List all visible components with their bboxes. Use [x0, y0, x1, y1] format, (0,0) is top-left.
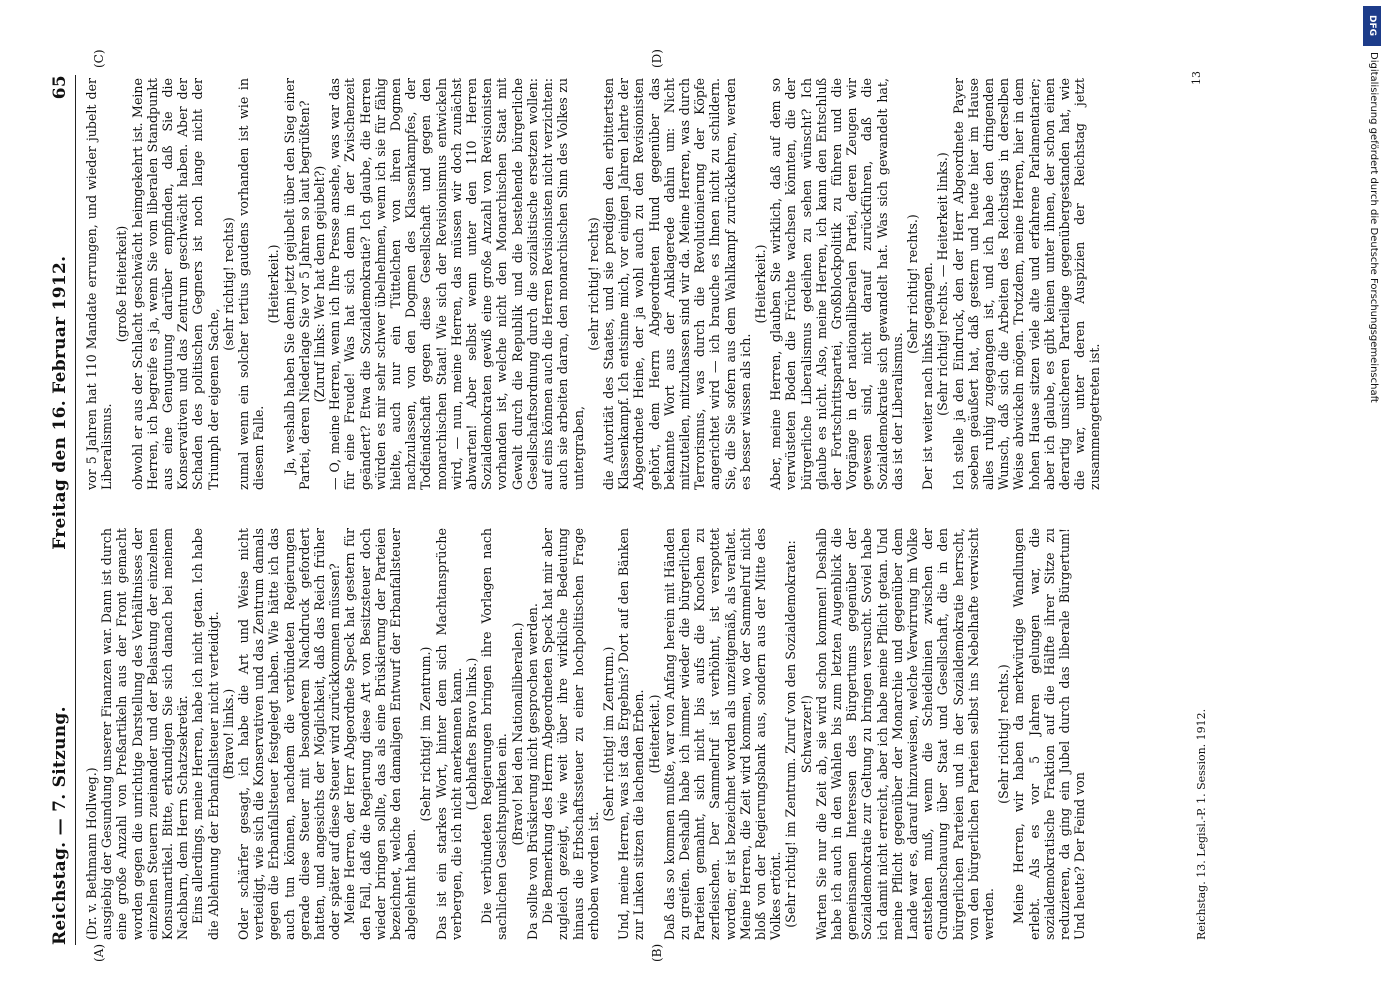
- paragraph: Meine Herren, der Herr Abgeordnete Speck hat gestern für den Fall, daß die Regierung diese Art von Besitzsteuer doch wieder bringen sollte, das als eine Brüskierung der Parteien bezeichnet, welche den damaligen Entwurf der Erbanfallsteuer abgelehnt haben.: [342, 528, 419, 940]
- interjection: (Sehr richtig! rechts.): [996, 664, 1012, 804]
- paragraph: Das ist ein starkes Wort, hinter dem sich Machtansprüche verbergen, die ich nicht anerkennen kann.: [433, 528, 464, 940]
- header-left: Reichstag. — 7. Sitzung.: [50, 706, 70, 945]
- interjection: (Bravo! links.): [220, 688, 236, 780]
- paragraph: Warten Sie nur die Zeit ab, sie wird schon kommen! Deshalb habe ich auch in den Wahlen bis zum letzten Augenblick die gemeinsamen Interessen des Bürgertums gegenüber der Sozialdemokratie zur Geltung zu bringen versucht. Soviel habe ich damit nicht erreicht, aber ich habe meine Pflicht getan. Und meine Pflicht gegenüber der Monarchie und gegenüber dem Lande war es, darauf hinzuweisen, welche Verwirrung im Volke entstehen muß, wenn die Scheidelinien zwischen der Grundanschauung über Staat und Gesellschaft, die in den bürgerlichen Parteien und in der Sozialdemokratie herrscht, von den bürgerlichen Parteien selbst ins Nebelhafte verwischt werden.: [813, 528, 996, 940]
- paragraph: Eins allerdings, meine Herren, habe ich nicht getan. Ich habe die Ablehnung der Erbanfallsteuer nicht verteidigt.: [190, 528, 221, 940]
- text-column-left: [84, 528, 1204, 940]
- paragraph: Der ist weiter nach links gegangen.: [920, 262, 936, 490]
- paragraph: die Autorität des Staates, und sie predigen den erbittertsten Klassenkampf. Ich entsinne mich, vor einigen Jahren lehrte der Abgeordnete Heine, der ja wohl auch zu den Revisionisten gehört, dem Herrn Abgeordneten Hund gegenüber das bekannte Wort aus der Anklagerede dahin um: Nicht mitzuteilen, mitzuhassen sind wir da. Meine Herren, was durch Terrorismus, was durch die Revolutionierung der Köpfe angerichtet wird — ich brauche es Ihnen nicht zu schildern. Sie, die Sie sofern aus dem Wahlkampf zurückkehren, werden es besser wissen als ich.: [600, 78, 753, 490]
- dfg-logo: DFG: [1363, 6, 1381, 46]
- paragraph: zumal wenn ein solcher tertius gaudens vorhanden ist wie in diesem Falle.: [236, 78, 267, 490]
- paragraph: Und, meine Herren, was ist das Ergebnis? Dort auf den Bänken zur Linken sitzen die lachenden Erben.: [616, 528, 647, 940]
- margin-mark-d: (D): [650, 49, 664, 68]
- interjection: (sehr richtig! rechts): [585, 217, 601, 351]
- paragraph: Ich stelle ja den Eindruck, den der Herr Abgeordnete Payer soeben geäußert hat, daß gestern und heute hier im Hause alles ruhig zugegangen ist, und ich habe den dringenden Wunsch, daß sich die Arbeiten des Reichstags in derselben Weise abwickeln mögen. Trotzdem, meine Herren, hier in dem hohen Hause sitzen viele alte und erfahrene Parlamentarier; aber ich glaube, es gibt keinen unter ihnen, der schon einen derartig unsicheren Parteilage gegenübergestanden hat, wie die war, unter deren Auspizien der Reichstag jetzt zusammengetreten ist.: [950, 78, 1103, 490]
- interjection: (Zuruf links: Wer hat denn gejubelt?): [312, 165, 328, 403]
- footer-edition: Reichstag. 13. Legisl.-P. 1. Session. 1912.: [1195, 708, 1208, 940]
- paragraph: Daß das so kommen mußte, war von Anfang herein mit Händen zu greifen. Deshalb habe ich immer wieder die bürgerlichen Parteien gemahnt, sich nicht bis aufs die Knochen zu zerfleischen. Der Sammelruf ist verhöhnt, ist verspottet worden; er ist bezeichnet worden als unzeitgemäß, als veraltet. Meine Herren, die Zeit wird kommen, wo der Sammelruf nicht bloß von der Regierungsbank aus, sondern aus der Mitte des Volkes ertönt.: [661, 528, 784, 940]
- interjection: (Sehr richtig! im Zentrum.): [600, 646, 616, 822]
- paragraph: ausgiebig der Gesundung unserer Finanzen war. Dann ist durch eine große Anzahl von Preßartikeln aus der Front gemacht worden gegen die unrichtige Darstellung des Verhältnisses der einzelnen Steuern zueinander und der Belastung der einzelnen Konsumartikel. Bitte, erkundigen Sie sich danach bei meinem Nachbarn, dem Herrn Schatzsekretär.: [99, 528, 191, 940]
- paragraph: Meine Herren, wir haben da merkwürdige Wandlungen erlebt. Als es vor 5 Jahren gelungen war, die sozialdemokratische Fraktion auf die Hälfte ihrer Sitze zu reduzieren, da ging ein Jubel durch das liberale Bürgertum! Und heute? Der Feind von: [1011, 528, 1088, 940]
- signature-number: 13: [1190, 71, 1203, 85]
- page-footer: [1195, 70, 1208, 940]
- interjection: (Bravo! bei den Nationalliberalen.): [509, 622, 525, 846]
- header-rule: [75, 75, 76, 945]
- interjection: (Heiterkeit.): [752, 244, 768, 324]
- paragraph: — O, meine Herren, wenn ich Ihre Presse ansehe, was war das für eine Freude! Was hat sich denn in der Zwischenzeit geändert? Etwa die Sozialdemokratie? Ich glaube, die Herren würden es mir sehr schwer übelnehmen, wenn ich sie für fähig hielte, auch nur ein Tüttelchen von ihren Dogmen nachzulassen, von den Dogmen des Klassenkampfes, der Todfeindschaft gegen diese Gesellschaft und gegen den monarchischen Staat! Wie sich der Revisionismus entwickeln wird, — nun, meine Herren, das müssen wir doch zunächst abwarten! Aber selbst wenn unter den 110 Herren Sozialdemokraten gewiß eine große Anzahl von Revisionisten vorhanden ist, welche nicht den Monarchischen Staat mit Gewalt durch die Republik und die bestehende bürgerliche Gesellschaftsordnung durch die sozialistische ersetzen wollen: auf eins können auch die Herren Revisionisten nicht verzichten: auch sie arbeiten daran, den monarchischen Sinn des Volkes zu untergraben,: [327, 78, 586, 490]
- paragraph: Oder schärfer gesagt, ich habe die Art und Weise nicht verteidigt, wie sich die Konservativen und das Zentrum damals gegen die Erbanfallsteuer festgelegt haben. Wie hätte ich das auch tun können, nachdem die verbündeten Regierungen gerade diese Steuer mit besonderem Nachdruck gefordert hatten, und angesichts der Möglichkeit, daß das Reich früher oder später auf diese Steuer wird zurückkommen müssen?: [236, 528, 343, 940]
- paragraph: Aber, meine Herren, glauben Sie wirklich, daß auf dem so verwüsteten Boden die Früchte wachsen könnten, die der bürgerliche Liberalismus gedeihen zu sehen wünscht? Ich glaube es nicht. Also, meine Herren, ich kann den Entschluß der Fortschrittspartei, Großblockpolitik zu führen und die Vorgänge in der nationalliberalen Partei, deren Zeugen wir gewesen sind, nicht darauf zurückführen, daß die Sozialdemokratie sich gewandelt hat. Was sich gewandelt hat, das ist der Liberalismus.: [768, 78, 905, 490]
- text-column-right: [84, 78, 1204, 490]
- interjection: (große Heiterkeit): [114, 225, 130, 343]
- page-number: 65: [50, 75, 70, 100]
- interjection: (Sehr richtig! rechts. — Heiterkeit links.): [935, 152, 951, 416]
- margin-mark-a: (A): [92, 943, 106, 962]
- paragraph: obwohl er aus der Schlacht geschwächt heimgekehrt ist. Meine Herren, ich begreife es ja, wenn Sie vom liberalen Standpunkt aus eine Genugtuung darüber empfinden, daß Sie die Konservativen und das Zentrum geschwächt haben. Aber der Schaden des politischen Gegners ist noch lange nicht der Triumph der eigenen Sache,: [129, 78, 221, 490]
- paragraph: Da sollte von Brüskierung nicht gesprochen werden.: [524, 603, 540, 940]
- header-date: Freitag den 16. Februar 1912.: [50, 255, 70, 550]
- dfg-credit-strip: [1355, 0, 1383, 1000]
- paragraph: (Dr. v. Bethmann Hollweg.): [84, 767, 99, 940]
- paragraph: Die verbündeten Regierungen bringen ihre Vorlagen nach sachlichen Gesichtspunkten ein.: [479, 528, 510, 940]
- paragraph: Die Bemerkung des Herrn Abgeordneten Speck hat mir aber zugleich gezeigt, wie weit über ihre wirkliche Bedeutung hinaus die Erbschaftssteuer zu einer hochpolitischen Frage erhoben worden ist.: [540, 528, 601, 940]
- paragraph: vor 5 Jahren hat 110 Mandate errungen, und wieder jubelt der Liberalismus.: [84, 78, 115, 490]
- page-header: [48, 75, 72, 945]
- interjection: (Heiterkeit.): [646, 694, 662, 774]
- margin-mark-b: (B): [650, 943, 664, 962]
- interjection: (Sehr richtig! im Zentrum.): [418, 646, 434, 822]
- margin-mark-c: (C): [92, 49, 106, 68]
- interjection: (Heiterkeit.): [266, 244, 282, 324]
- interjection: (Sehr richtig! rechts.): [904, 214, 920, 354]
- interjection: (Lebhaftes Bravo links.): [464, 657, 480, 811]
- dfg-credit-text: Digitalisierung gefördert durch die Deutsche Forschungsgemeinschaft: [1368, 52, 1379, 403]
- paragraph: Ja, weshalb haben Sie denn jetzt gejubelt über den Sieg einer Partei, deren Niederlage Sie vor 5 Jahren so laut begrüßten?: [281, 78, 312, 490]
- interjection: (Sehr richtig! im Zentrum. Zuruf von den Sozialdemokraten: Schwarzer!): [783, 540, 814, 928]
- interjection: (sehr richtig! rechts): [220, 217, 236, 351]
